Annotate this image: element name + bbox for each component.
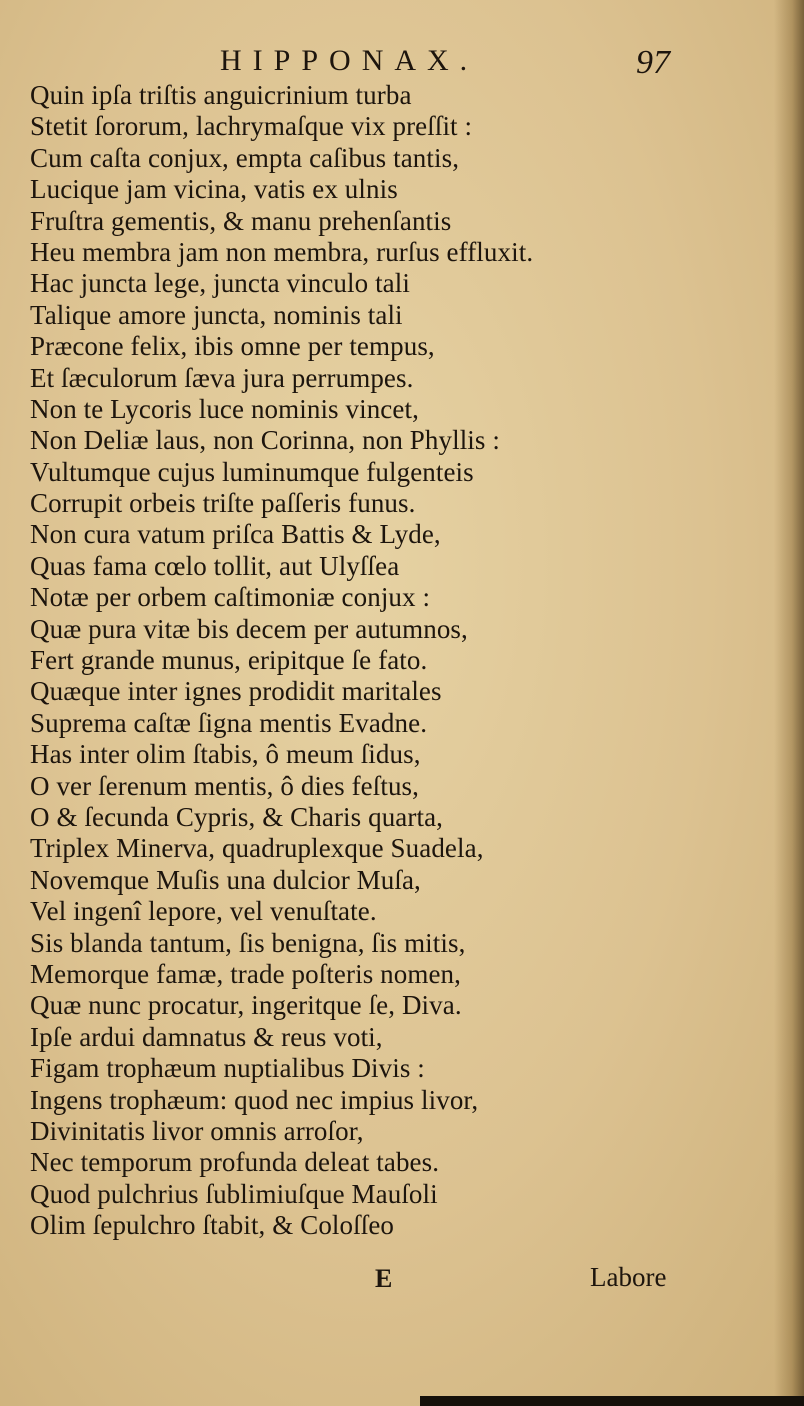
verse-line: O & ſecunda Cypris, & Charis quarta, xyxy=(30,801,444,832)
verse-line: Non Deliæ laus, non Corinna, non Phyllis : xyxy=(30,425,500,456)
verse-line: Olim ſepulchro ſtabit, & Coloſſeo xyxy=(30,1210,395,1241)
verse-line: Quæ nunc procatur, ingeritque ſe, Diva. xyxy=(30,990,462,1021)
verse-line: Lucique jam vicina, vatis ex ulnis xyxy=(30,174,398,205)
verse-line: Divinitatis livor omnis arroſor, xyxy=(30,1115,364,1146)
verse-line: Ipſe ardui damnatus & reus voti, xyxy=(30,1021,383,1052)
page-number: 97 xyxy=(636,44,670,81)
running-title: HIPPONAX. xyxy=(220,44,479,77)
verse-line: Nec temporum profunda deleat tabes. xyxy=(30,1147,440,1178)
verse-line: Triplex Minerva, quadruplexque Suadela, xyxy=(30,833,484,864)
verse-line: Ingens trophæum: quod nec impius livor, xyxy=(30,1084,479,1115)
verse-line: Præcone felix, ibis omne per tempus, xyxy=(30,331,435,362)
verse-line: Stetit ſororum, lachrymaſque vix preſſit : xyxy=(30,111,473,142)
verse-line: Quod pulchrius ſublimiuſque Mauſoli xyxy=(30,1178,438,1209)
bottom-edge-shadow xyxy=(420,1396,804,1406)
verse-line: Quæque inter ignes prodidit maritales xyxy=(30,676,442,707)
verse-line: Corrupit orbeis triſte paſſeris funus. xyxy=(30,488,416,519)
verse-line: Sis blanda tantum, ſis benigna, ſis mitis, xyxy=(30,927,466,958)
verse-line: Hac juncta lege, juncta vinculo tali xyxy=(30,268,410,299)
verse-line: Fert grande munus, eripitque ſe fato. xyxy=(30,645,428,676)
verse-line: Quin ipſa triſtis anguicrinium turba xyxy=(30,80,412,110)
signature-mark: E xyxy=(375,1264,393,1293)
verse-line: Has inter olim ſtabis, ô meum ſidus, xyxy=(30,739,421,770)
verse-line: Quas fama cœlo tollit, aut Ulyſſea xyxy=(30,550,400,581)
verse-line: Vultumque cujus luminumque fulgenteis xyxy=(30,456,474,487)
verse-line: Suprema caſtæ ſigna mentis Evadne. xyxy=(30,707,428,738)
verse-line: Et ſæculorum ſæva jura perrumpes. xyxy=(30,362,414,393)
verse-line: Figam trophæum nuptialibus Divis : xyxy=(30,1053,425,1084)
catchword: Labore xyxy=(590,1262,667,1292)
verse-line: Vel ingenî lepore, vel venuſtate. xyxy=(30,896,377,927)
verse-line: Heu membra jam non membra, rurſus effluxit. xyxy=(30,236,534,267)
verse-line: Quæ pura vitæ bis decem per autumnos, xyxy=(30,613,468,644)
verse-line: Novemque Muſis una dulcior Muſa, xyxy=(30,864,421,895)
verse-line: Memorque famæ, trade poſteris nomen, xyxy=(30,958,461,989)
verse-line: Notæ per orbem caſtimoniæ conjux : xyxy=(30,582,431,613)
verse-line: Talique amore juncta, nominis tali xyxy=(30,299,403,330)
verse-line: Non te Lycoris luce nominis vincet, xyxy=(30,393,419,424)
verse-text xyxy=(30,80,710,1241)
verse-line: Fruſtra gementis, & manu prehenſantis xyxy=(30,205,452,236)
verse-line: Non cura vatum priſca Battis & Lyde, xyxy=(30,519,441,550)
verse-line: Cum caſta conjux, empta caſibus tantis, xyxy=(30,142,460,173)
verse-line: O ver ſerenum mentis, ô dies feſtus, xyxy=(30,770,420,801)
page-gutter-shadow xyxy=(774,0,804,1406)
